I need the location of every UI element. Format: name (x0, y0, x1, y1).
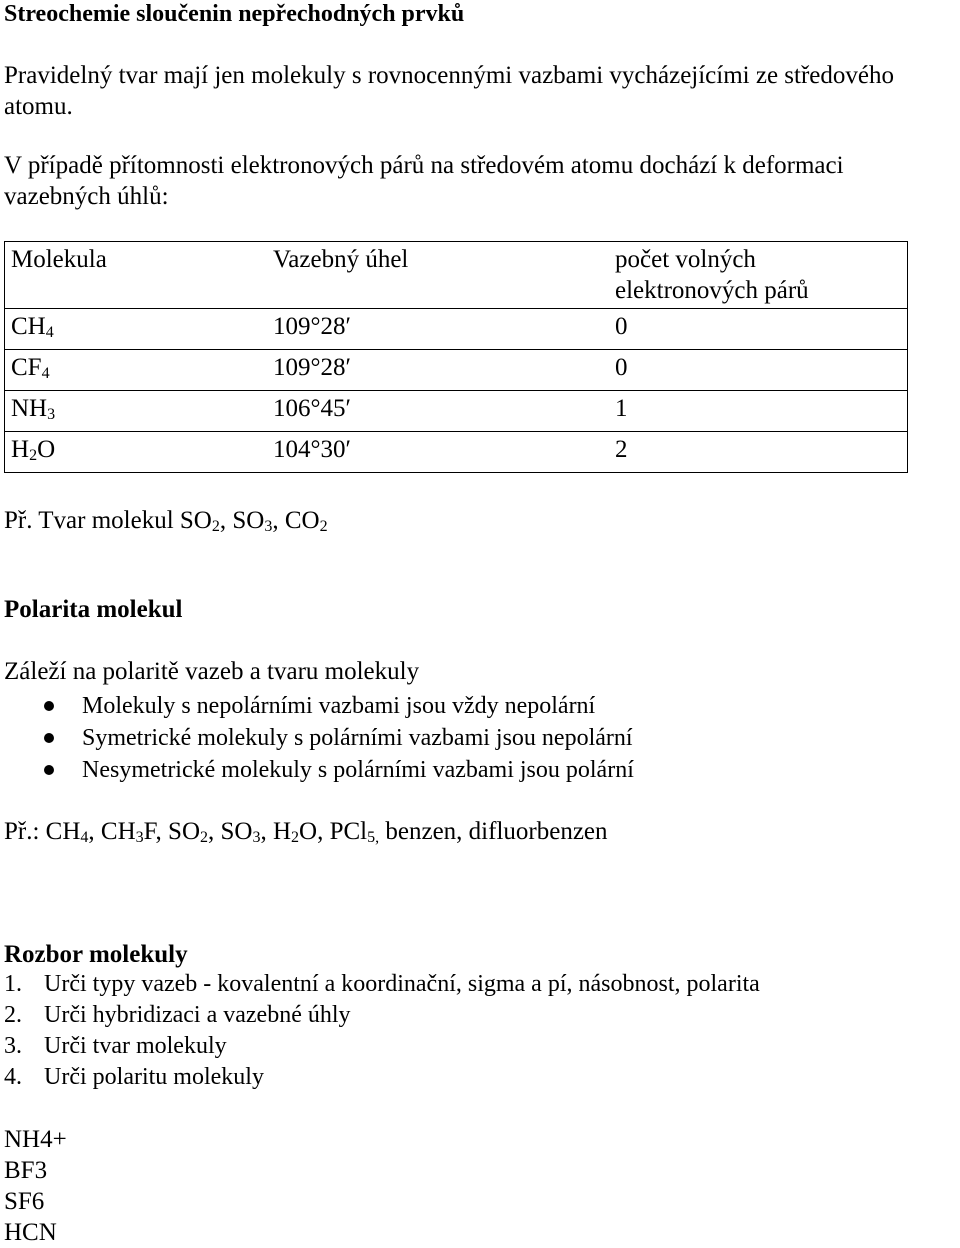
cell-molecule: $CH_4$ (5, 309, 268, 350)
list-item: NH4+ (4, 1126, 67, 1153)
cell-angle: 106°45′ (267, 391, 609, 432)
list-item: Symetrické molekuly s polárními vazbami jsou nepolární (0, 722, 634, 754)
bond-angle-table (4, 241, 908, 473)
list-item: BF3 (4, 1157, 48, 1184)
header-angle: Vazebný úhel (267, 242, 609, 309)
page-title: Streochemie sloučenin nepřechodných prvků (4, 1, 465, 27)
polarity-rule-list (0, 690, 634, 786)
cell-lone-pairs: 0 (609, 309, 908, 350)
cell-angle: 109°28′ (267, 350, 609, 391)
list-item: 3. Urči tvar molekuly (4, 1033, 227, 1059)
table-row (5, 391, 908, 432)
bullet-icon (44, 701, 54, 711)
table-row (5, 432, 908, 473)
table-row (5, 309, 908, 350)
list-item: 4. Urči polaritu molekuly (4, 1064, 264, 1090)
polarity-intro: Záleží na polaritě vazeb a tvaru molekuly (4, 658, 420, 685)
cell-lone-pairs: 2 (609, 432, 908, 473)
cell-angle: 104°30′ (267, 432, 609, 473)
polarity-heading: Polarita molekul (4, 596, 183, 623)
intro-line-1: Pravidelný tvar mají jen molekuly s rovnocennými vazbami vycházejícími ze středového (4, 62, 895, 89)
header-lone-pairs-line-2: elektronových párů (615, 277, 809, 304)
intro-line-3: V případě přítomnosti elektronových párů na středovém atomu dochází k deformaci (4, 152, 844, 179)
list-item: 2. Urči hybridizaci a vazebné úhly (4, 1002, 351, 1028)
cell-molecule: $H_2O$ (5, 432, 268, 473)
cell-molecule: $CF_4$ (5, 350, 268, 391)
polarity-examples-line: Př.: $CH_4$, $CH_3F$, $SO_2$, $SO_3$, $H_2O$, PCl$_{5,}$ benzen, difluorbenzen (4, 818, 608, 846)
list-item: SF6 (4, 1188, 45, 1215)
list-item: HCN (4, 1219, 57, 1246)
header-lone-pairs (609, 242, 908, 309)
cell-lone-pairs: 1 (609, 391, 908, 432)
analysis-heading: Rozbor molekuly (4, 941, 188, 968)
list-item: Molekuly s nepolárními vazbami jsou vždy nepolární (0, 690, 634, 722)
intro-line-2: atomu. (4, 93, 73, 120)
table-row (5, 350, 908, 391)
cell-molecule: $NH_3$ (5, 391, 268, 432)
molecule-exercise-list (4, 1124, 67, 1248)
list-item: Nesymetrické molekuly s polárními vazbami jsou polární (0, 754, 634, 786)
cell-lone-pairs: 0 (609, 350, 908, 391)
shape-example-line: Př. Tvar molekul $SO_2$, $SO_3$, $CO_2$ (4, 507, 328, 535)
header-lone-pairs-line-1: počet volných (615, 246, 756, 273)
header-molecule: Molekula (5, 242, 268, 309)
analysis-step-list (4, 969, 760, 1093)
intro-line-4: vazebných úhlů: (4, 183, 169, 210)
list-item: 1. Urči typy vazeb - kovalentní a koordinační, sigma a pí, násobnost, polarita (4, 971, 760, 997)
bullet-icon (44, 733, 54, 743)
bullet-icon (44, 765, 54, 775)
cell-angle: 109°28′ (267, 309, 609, 350)
table-header-row (5, 242, 908, 309)
